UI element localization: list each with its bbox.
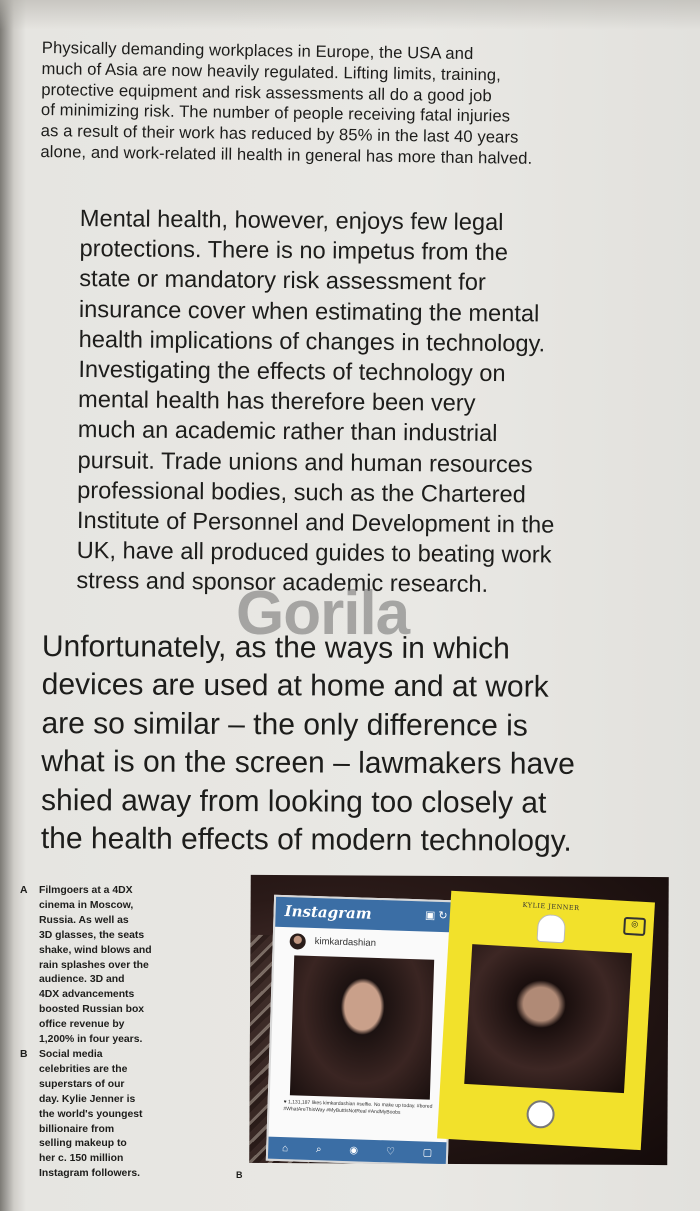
quote-line: Unfortunately, as the ways in which <box>41 630 510 666</box>
search-icon: ⌕ <box>315 1143 322 1155</box>
caption-line: office revenue by <box>39 1019 125 1031</box>
caption-b <box>20 1048 160 1182</box>
quote-line: stress and sponsor academic research. <box>76 568 489 599</box>
intro-line: much of Asia are now heavily regulated. Lifting limits, training, <box>41 58 502 85</box>
quote-line: health implications of changes in technology. <box>78 326 546 358</box>
caption-line: boosted Russian box <box>39 1004 145 1016</box>
quote-line: shied away from looking too closely at <box>41 783 547 820</box>
quote-line: UK, have all produced guides to beating work <box>76 538 552 569</box>
caption-line: 4DX advancements <box>39 989 135 1001</box>
quote-line: insurance cover when estimating the mental <box>78 296 540 328</box>
snapchat-name: KYLIE JENNER <box>522 900 580 913</box>
caption-line: Russia. As well as <box>39 914 129 926</box>
intro-line: alone, and work-related ill health in general has more than halved. <box>40 141 533 168</box>
instagram-photo-window <box>290 955 434 1099</box>
quote-line: mental health has therefore been very <box>77 387 476 418</box>
instagram-frame-prop <box>266 895 456 1165</box>
camera-icon: ◉ <box>349 1144 359 1156</box>
quote-line: Investigating the effects of technology on <box>78 357 506 388</box>
quote-line: state or mandatory risk assessment for <box>79 266 486 297</box>
pull-quote-lawmakers <box>41 628 682 862</box>
quote-line: Institute of Personnel and Development in the <box>76 508 555 539</box>
intro-line: protective equipment and risk assessments all do a good job <box>41 79 492 105</box>
snapchat-photo-window <box>464 944 632 1093</box>
inbox-icon: ▣ ↻ <box>424 909 448 923</box>
quote-line: the health effects of modern technology. <box>40 822 572 858</box>
instagram-nav-bar <box>268 1137 447 1165</box>
figure-captions <box>20 884 160 1182</box>
instagram-logo: Instagram <box>284 902 372 923</box>
camera-icon: ◎ <box>623 917 646 936</box>
caption-line: audience. 3D and <box>39 974 125 986</box>
caption-line: shake, wind blows and <box>39 944 152 956</box>
celebrity-photo <box>249 875 669 1165</box>
caption-line: the world's youngest <box>39 1108 143 1120</box>
caption-line: 1,200% in four years. <box>39 1034 143 1046</box>
instagram-header <box>275 897 454 933</box>
quote-line: devices are used at home and at work <box>41 668 549 705</box>
caption-line: billionaire from <box>39 1123 115 1135</box>
quote-line: are so similar – the only difference is <box>41 706 528 743</box>
caption-line: rain splashes over the <box>39 959 149 971</box>
caption-a <box>20 884 160 1048</box>
caption-line: Social media <box>39 1048 103 1060</box>
profile-icon: ▢ <box>422 1146 433 1159</box>
caption-line: selling makeup to <box>39 1138 127 1150</box>
quote-line: protections. There is no impetus from the <box>79 236 509 267</box>
capture-button-icon <box>526 1100 556 1130</box>
intro-line: as a result of their work has reduced by 85% in the last 40 years <box>40 121 519 147</box>
caption-line: celebrities are the <box>39 1063 128 1075</box>
snapchat-frame-prop <box>437 891 655 1150</box>
quote-line: Mental health, however, enjoys few legal <box>79 205 504 237</box>
figure-letter: B <box>236 1170 243 1180</box>
intro-line: of minimizing risk. The number of people receiving fatal injuries <box>40 100 511 126</box>
home-icon: ⌂ <box>281 1142 289 1154</box>
snapchat-ghost-icon <box>537 914 567 944</box>
caption-line: her c. 150 million <box>39 1153 124 1165</box>
caption-letter: B <box>20 1048 28 1060</box>
caption-line: superstars of our <box>39 1078 125 1090</box>
pull-quote-mental-health <box>76 204 670 602</box>
caption-line: day. Kylie Jenner is <box>39 1093 136 1105</box>
caption-letter: A <box>20 885 28 896</box>
intro-paragraph <box>40 38 622 171</box>
quote-line: what is on the screen – lawmakers have <box>41 745 575 782</box>
instagram-username: kimkardashian <box>314 935 377 949</box>
caption-line: cinema in Moscow, <box>39 899 134 911</box>
quote-line: professional bodies, such as the Chartered <box>77 477 526 509</box>
intro-line: Physically demanding workplaces in Europe, the USA and <box>41 38 474 64</box>
heart-icon: ♡ <box>385 1145 396 1158</box>
avatar <box>289 933 305 949</box>
page-edge-shadow <box>0 0 700 30</box>
quote-line: pursuit. Trade unions and human resources <box>77 447 533 478</box>
quote-line: much an academic rather than industrial <box>77 417 498 448</box>
caption-line: 3D glasses, the seats <box>39 929 145 941</box>
watermark-logo: Gorila <box>236 579 410 648</box>
caption-line: Filmgoers at a 4DX <box>39 885 133 896</box>
caption-line: Instagram followers. <box>39 1168 141 1180</box>
instagram-caption: ♥ 1,131,187 likes kimkardashian #selfie. No make up today. #bored #WhatAreThisWay #MyButtIsNotReal #AndMyBoobs <box>283 1099 433 1116</box>
